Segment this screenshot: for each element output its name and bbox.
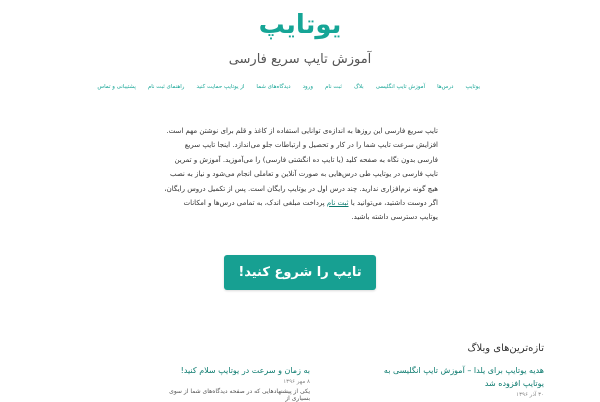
register-link[interactable]: ثبت نام	[326, 199, 349, 208]
nav-item-home[interactable]: یوتایپ	[465, 84, 480, 90]
start-typing-button[interactable]: تایپ را شروع کنید!	[224, 255, 376, 290]
blog-post-excerpt: یکی از پیشنهادهایی که در صفحه دیدگاه‌های شما از سوی بسیاری از	[169, 388, 310, 402]
blog-post	[150, 364, 310, 402]
site-tagline: آموزش تایپ سریع فارسی	[228, 52, 372, 67]
intro-paragraph	[163, 124, 438, 225]
main-nav	[97, 84, 480, 90]
blog-post-title[interactable]: هدیه یوتایپ برای یلدا – آموزش تایپ انگلیسی به یوتایپ افزوده شد	[383, 366, 544, 388]
blog-post-date: ۸ مهر ۱۳۹۶	[283, 379, 310, 385]
site-title[interactable]: یوتایپ	[258, 10, 342, 40]
nav-item-register[interactable]: ثبت نام	[324, 84, 342, 90]
intro-text: تایپ سریع فارسی این روزها به اندازه‌ی توانایی استفاده از کاغذ و قلم برای نوشتن مهم است. افزایش سرعت تایپ شما را در کار و تحصیل و ارتباطات جلو می‌اندازد. اینجا تایپ سریع فارسی بدون نگاه به صفحه کلید (یا تایپ ده انگشتی فارسی) را می‌آموزید. آموزش و تمرین تایپ فارسی در یوتایپ طی درس‌هایی به صورت آنلاین و تعاملی انجام می‌شود و نیاز به نصب هیچ گونه نرم‌افزاری ندارید. چند درس اول در یوتایپ رایگان است. پس از تکمیل دروس رایگان، اگر دوست داشتید، می‌توانید با	[164, 127, 438, 208]
nav-item-support-us[interactable]: از یوتایپ حمایت کنید	[196, 84, 245, 90]
nav-item-login[interactable]: ورود	[302, 84, 313, 90]
nav-item-register-guide[interactable]: راهنمای ثبت نام	[147, 84, 185, 90]
nav-item-english-typing[interactable]: آموزش تایپ انگلیسی	[375, 84, 426, 90]
nav-item-lessons[interactable]: درس‌ها	[437, 84, 454, 90]
nav-item-blog[interactable]: بلاگ	[353, 84, 364, 90]
nav-item-contact[interactable]: پشتیبانی و تماس	[97, 84, 136, 90]
blog-post-title[interactable]: به زمان و سرعت در یوتایپ سلام کنید!	[180, 366, 310, 375]
blog-post-date: ۳۰ آذر ۱۳۹۶	[516, 392, 544, 398]
nav-item-comments[interactable]: دیدگاه‌های شما	[256, 84, 291, 90]
blog-section-heading: تازه‌ترین‌های وبلاگ	[467, 343, 544, 354]
blog-post	[369, 364, 544, 398]
intro-text-end: پرداخت مبلغی اندک، به تمامی درس‌ها و امکانات یوتایپ دسترسی داشته باشید.	[183, 199, 438, 222]
